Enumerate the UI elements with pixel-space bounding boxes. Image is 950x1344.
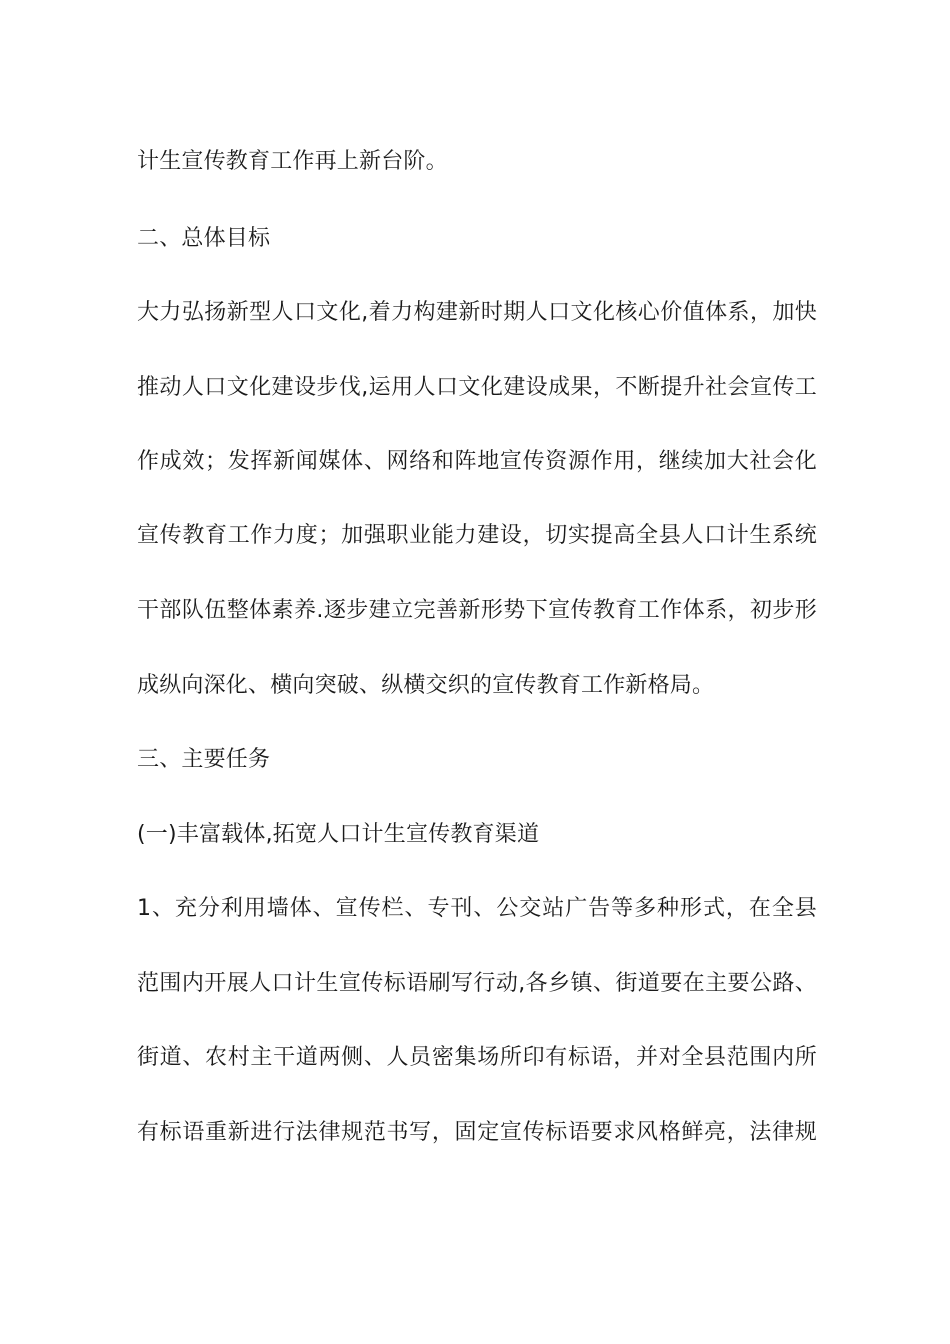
paragraph-line: 大力弘扬新型人口文化,着力构建新时期人口文化核心价值体系，加快 bbox=[137, 300, 817, 325]
paragraph-line: 成纵向深化、横向突破、纵横交织的宣传教育工作新格局。 bbox=[137, 673, 715, 698]
paragraph-line: 干部队伍整体素养.逐步建立完善新形势下宣传教育工作体系，初步形 bbox=[137, 598, 817, 623]
paragraph-line: 有标语重新进行法律规范书写，固定宣传标语要求风格鲜亮，法律规 bbox=[137, 1120, 817, 1145]
section-heading-main-tasks: 三、主要任务 bbox=[137, 747, 271, 772]
subsection-heading: (一)丰富载体,拓宽人口计生宣传教育渠道 bbox=[137, 822, 540, 847]
paragraph-line: 街道、农村主干道两侧、人员密集场所印有标语，并对全县范围内所 bbox=[137, 1045, 817, 1070]
paragraph-line: 1、充分利用墙体、宣传栏、专刊、公交站广告等多种形式，在全县 bbox=[137, 896, 817, 921]
paragraph-line: 宣传教育工作力度；加强职业能力建设，切实提高全县人口计生系统 bbox=[137, 523, 817, 548]
paragraph-line: 计生宣传教育工作再上新台阶。 bbox=[137, 149, 448, 174]
section-heading-overall-goal: 二、总体目标 bbox=[137, 226, 271, 251]
paragraph-line: 范围内开展人口计生宣传标语刷写行动,各乡镇、街道要在主要公路、 bbox=[137, 971, 817, 996]
paragraph-line: 作成效；发挥新闻媒体、网络和阵地宣传资源作用，继续加大社会化 bbox=[137, 449, 817, 474]
paragraph-line: 推动人口文化建设步伐,运用人口文化建设成果，不断提升社会宣传工 bbox=[137, 375, 817, 400]
